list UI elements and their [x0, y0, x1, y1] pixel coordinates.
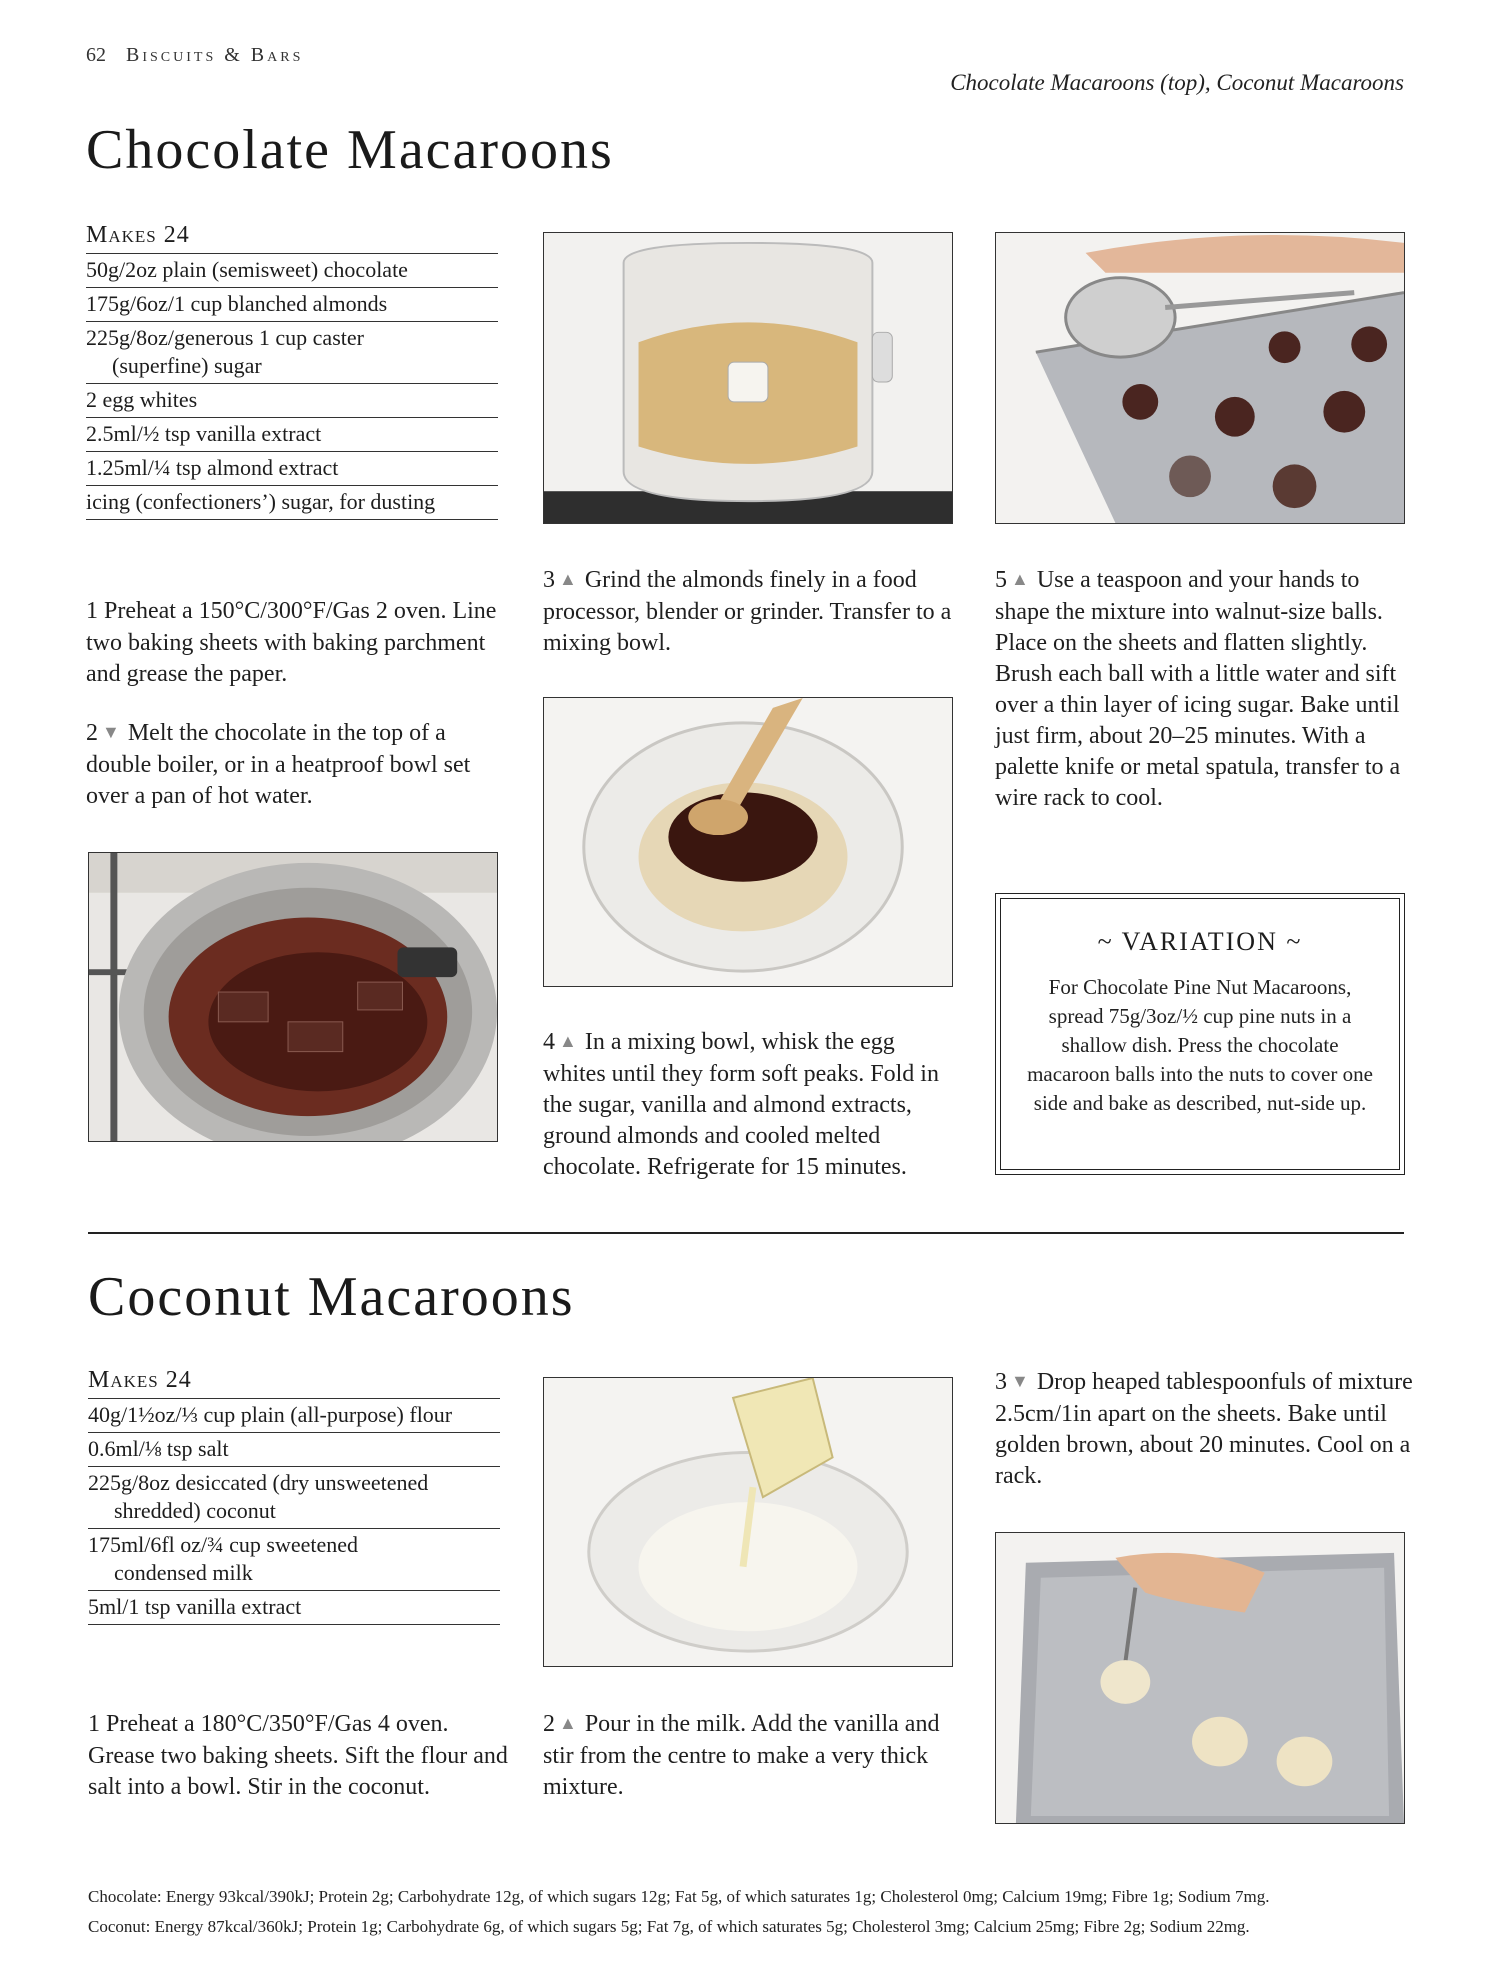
photo-caption: Chocolate Macaroons (top), Coconut Macaroons — [950, 70, 1404, 95]
ingredient-item: 5ml/1 tsp vanilla extract — [88, 1591, 500, 1625]
section-title: Biscuits & Bars — [126, 44, 304, 66]
ingredient-item: 225g/8oz desiccated (dry unsweetened shredded) coconut — [88, 1467, 500, 1529]
ingredient-item: 2.5ml/½ tsp vanilla extract — [86, 418, 498, 452]
chocolate-step-1: 1 Preheat a 150°C/300°F/Gas 2 oven. Line two baking sheets with baking parchment and grease the paper. — [86, 598, 497, 687]
chocolate-step-2: 2 ▼ Melt the chocolate in the top of a double boiler, or in a heatproof bowl set over a pan of hot water. — [86, 720, 471, 809]
coconut-yield: Makes 24 — [88, 1367, 192, 1393]
ingredient-item: 0.6ml/⅛ tsp salt — [88, 1433, 500, 1467]
chocolate-step-3: 3 ▲ Grind the almonds finely in a food processor, blender or grinder. Transfer to a mixing bowl. — [543, 567, 952, 656]
coconut-step-2: 2 ▲ Pour in the milk. Add the vanilla and stir from the centre to make a very thick mixture. — [543, 1711, 940, 1800]
photo-pouring-milk — [543, 1377, 953, 1667]
chocolate-recipe-title: Chocolate Macaroons — [86, 119, 614, 181]
ingredient-item: 50g/2oz plain (semisweet) chocolate — [86, 254, 498, 288]
nutrition-coconut: Coconut: Energy 87kcal/360kJ; Protein 1g; Carbohydrate 6g, of which sugars 5g; Fat 7g, of which saturates 5g; Cholesterol 3mg; Calcium 25mg; Fibre 2g; Sodium 22mg. — [88, 1917, 1250, 1936]
photo-melting-chocolate — [88, 852, 498, 1142]
chocolate-ingredients — [86, 222, 498, 520]
ingredient-item: 225g/8oz/generous 1 cup caster (superfine) sugar — [86, 322, 498, 384]
ingredient-item: 40g/1½oz/⅓ cup plain (all-purpose) flour — [88, 1399, 500, 1433]
page-number: 62 — [86, 44, 106, 66]
coconut-recipe-title: Coconut Macaroons — [88, 1266, 575, 1328]
running-head — [86, 44, 303, 67]
ingredient-item: 175g/6oz/1 cup blanched almonds — [86, 288, 498, 322]
coconut-ingredients — [88, 1367, 500, 1625]
variation-box — [995, 893, 1405, 1175]
recipe-divider — [88, 1232, 1404, 1234]
photo-food-processor — [543, 232, 953, 524]
chocolate-step-5: 5 ▲ Use a teaspoon and your hands to shape the mixture into walnut-size balls. Place on the sheets and flatten slightly. Brush each ball with a little water and sift over a thin layer of icing sugar. Bake until just firm, about 20–25 minutes. With a palette knife or metal spatula, transfer to a wire rack to cool. — [995, 567, 1401, 811]
chocolate-ingredient-list — [86, 253, 498, 520]
chocolate-yield: Makes 24 — [86, 222, 190, 248]
variation-text: For Chocolate Pine Nut Macaroons, spread 75g/3oz/½ cup pine nuts in a shallow dish. Press the chocolate macaroon balls into the nuts to cover one side and bake as described, nut-side up. — [1027, 975, 1373, 1115]
coconut-step-3: 3 ▼ Drop heaped tablespoonfuls of mixture 2.5cm/1in apart on the sheets. Bake until golden brown, about 20 minutes. Cool on a rack. — [995, 1369, 1413, 1489]
coconut-step-1: 1 Preheat a 180°C/350°F/Gas 4 oven. Grease two baking sheets. Sift the flour and salt into a bowl. Stir in the coconut. — [88, 1711, 508, 1800]
variation-title: ~ VARIATION ~ — [1097, 927, 1303, 956]
photo-sifting-sugar — [995, 232, 1405, 524]
coconut-ingredient-list — [88, 1398, 500, 1625]
ingredient-item: icing (confectioners’) sugar, for dusting — [86, 486, 498, 520]
chocolate-step-4: 4 ▲ In a mixing bowl, whisk the egg whites until they form soft peaks. Fold in the sugar, vanilla and almond extracts, ground almonds and cooled melted chocolate. Refrigerate for 15 minutes. — [543, 1029, 939, 1180]
variation-inner — [1000, 898, 1400, 1170]
nutrition-chocolate: Chocolate: Energy 93kcal/390kJ; Protein 2g; Carbohydrate 12g, of which sugars 12g; Fat 5g, of which saturates 1g; Cholesterol 0mg; Calcium 19mg; Fibre 1g; Sodium 7mg. — [88, 1887, 1270, 1906]
ingredient-item: 2 egg whites — [86, 384, 498, 418]
photo-dropping-mixture — [995, 1532, 1405, 1824]
ingredient-item: 1.25ml/¼ tsp almond extract — [86, 452, 498, 486]
photo-mixing-bowl-chocolate — [543, 697, 953, 987]
ingredient-item: 175ml/6fl oz/¾ cup sweetened condensed milk — [88, 1529, 500, 1591]
